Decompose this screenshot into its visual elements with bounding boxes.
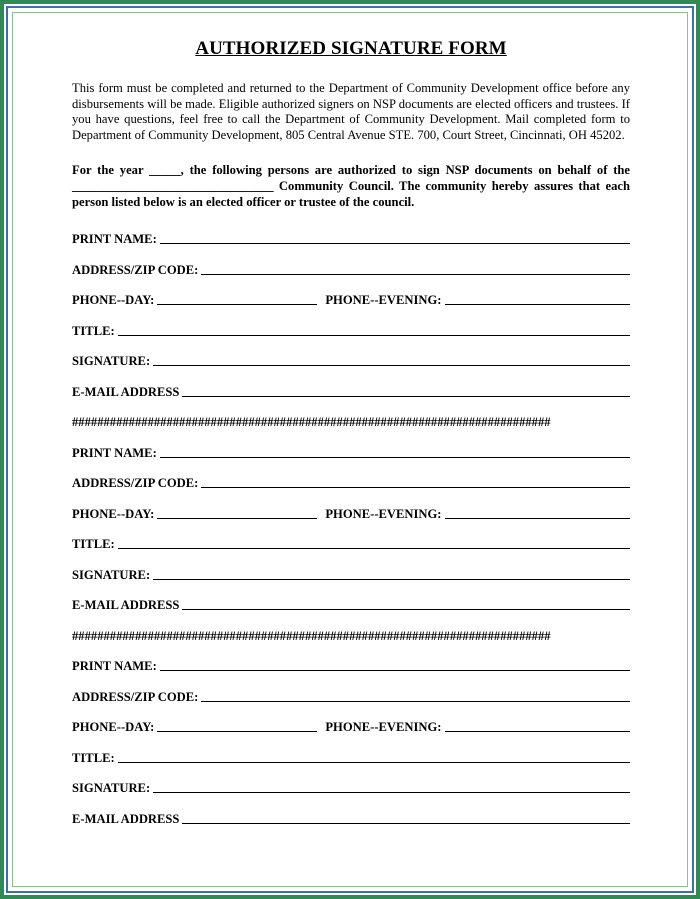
signature-field[interactable] [72,766,630,797]
phone-field-row [72,705,630,736]
signature-label: SIGNATURE: [72,354,151,369]
address-line[interactable] [201,701,630,702]
address-field[interactable] [72,247,630,278]
title-field[interactable] [72,308,630,339]
signer-section-3 [72,644,630,827]
signature-line[interactable] [153,792,630,793]
email-label: E-MAIL ADDRESS [72,384,180,399]
title-label: TITLE: [72,323,115,338]
address-label: ADDRESS/ZIP CODE: [72,262,199,277]
signature-line[interactable] [153,579,630,580]
email-field[interactable] [72,583,630,614]
intro-paragraph: This form must be completed and returned to the Department of Community Development office before any disbursements will be made. Eligible authorized signers on NSP documents are elected officers and trustees. If you have questions, feel free to call the Department of Community Development. Mail completed form to Department of Community Development, 805 Central Avenue STE. 700, Court Street, Cincinnati, OH 45202. [72,81,630,142]
address-line[interactable] [201,487,630,488]
phone-evening-label: PHONE--EVENING: [325,720,442,735]
signature-label: SIGNATURE: [72,781,151,796]
phone-evening-label: PHONE--EVENING: [325,293,442,308]
title-label: TITLE: [72,537,115,552]
print-name-label: PRINT NAME: [72,445,157,460]
address-label: ADDRESS/ZIP CODE: [72,476,199,491]
form-title: AUTHORIZED SIGNATURE FORM [195,38,507,59]
signature-field[interactable] [72,552,630,583]
print-name-field[interactable] [72,644,630,675]
print-name-line[interactable] [160,670,630,671]
signature-label: SIGNATURE: [72,567,151,582]
signature-line[interactable] [153,365,630,366]
signer-section-2 [72,430,630,613]
print-name-line[interactable] [160,243,630,244]
phone-day-label: PHONE--DAY: [72,720,155,735]
phone-day-line[interactable] [157,304,317,305]
title-field[interactable] [72,522,630,553]
email-line[interactable] [182,823,630,824]
authorization-paragraph: For the year _____, the following persons are authorized to sign NSP documents on behalf of the ________________________________ Community Council. The community hereby assures that each person listed below is an elected officer or trustee of the council. [72,163,630,209]
email-line[interactable] [182,396,630,397]
signer-section-1 [72,217,630,400]
email-line[interactable] [182,609,630,610]
title-line[interactable] [118,335,630,336]
phone-evening-label: PHONE--EVENING: [325,506,442,521]
phone-evening-line[interactable] [445,731,631,732]
email-field[interactable] [72,796,630,827]
form-page [72,38,630,827]
print-name-field[interactable] [72,217,630,248]
address-field[interactable] [72,674,630,705]
email-label: E-MAIL ADDRESS [72,811,180,826]
address-line[interactable] [201,274,630,275]
phone-day-line[interactable] [157,731,317,732]
title-field[interactable] [72,735,630,766]
email-label: E-MAIL ADDRESS [72,598,180,613]
address-label: ADDRESS/ZIP CODE: [72,689,199,704]
title-label: TITLE: [72,750,115,765]
address-field[interactable] [72,461,630,492]
print-name-label: PRINT NAME: [72,232,157,247]
phone-evening-line[interactable] [445,304,631,305]
email-field[interactable] [72,369,630,400]
phone-day-label: PHONE--DAY: [72,506,155,521]
title-line[interactable] [118,762,630,763]
phone-field-row [72,491,630,522]
phone-field-row [72,278,630,309]
print-name-field[interactable] [72,430,630,461]
section-separator: ############################################################################ [72,415,551,430]
phone-day-label: PHONE--DAY: [72,293,155,308]
section-separator: ############################################################################ [72,628,551,643]
print-name-label: PRINT NAME: [72,659,157,674]
phone-day-line[interactable] [157,518,317,519]
signer-sections [72,217,630,827]
signature-field[interactable] [72,339,630,370]
phone-evening-line[interactable] [445,518,631,519]
print-name-line[interactable] [160,457,630,458]
title-line[interactable] [118,548,630,549]
